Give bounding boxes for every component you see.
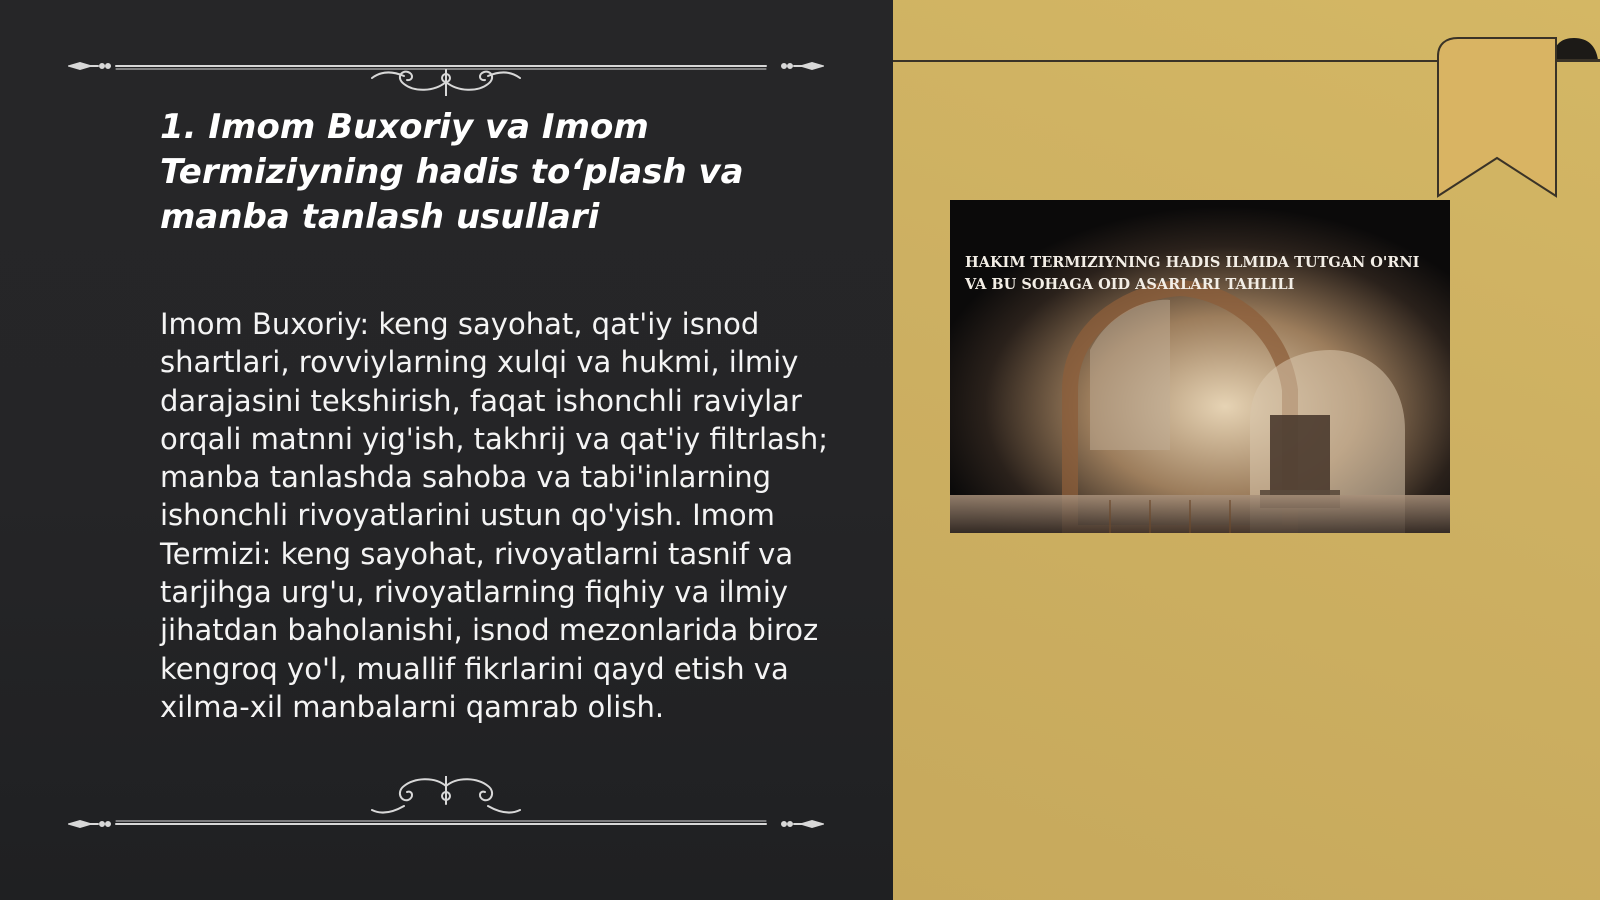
slide-body-text: Imom Buxoriy: keng sayohat, qat'iy isnod shartlari, rovviylarning xulqi va hukmi, ilmiy darajasini tekshirish, faqat ishonchli raviylar orqali matnni yig'ish, takhrij va qat'iy filtrlash; manba tanlashda sahoba va tabi'inlarning ishonchli rivoyatlarini ustun qo'yish. Imom Termizi: keng sayohat, rivoyatlarni tasnif va tarjihga urg'u, rivoyatlarning fiqhiy va ilmiy jihatdan baholanishi, isnod mezonlarida biroz kengroq yo'l, muallif fikrlarini qayd etish va xilma-xil manbalarni qamrab olish. (160, 307, 829, 724)
slide-title: 1. Imom Buxoriy va Imom Termiziyning hadis to‘plash va manba tanlash usullari (160, 107, 744, 237)
ornament-top-icon (68, 36, 824, 96)
photo-caption: HAKIM TERMIZIYNING HADIS ILMIDA TUTGAN O'RNI VA BU SOHAGA OID ASARLARI TAHLILI (965, 254, 1420, 293)
mausoleum-photo (950, 200, 1450, 533)
bookmark-ribbon-icon (1434, 36, 1600, 201)
ornament-bottom-icon (68, 776, 824, 836)
